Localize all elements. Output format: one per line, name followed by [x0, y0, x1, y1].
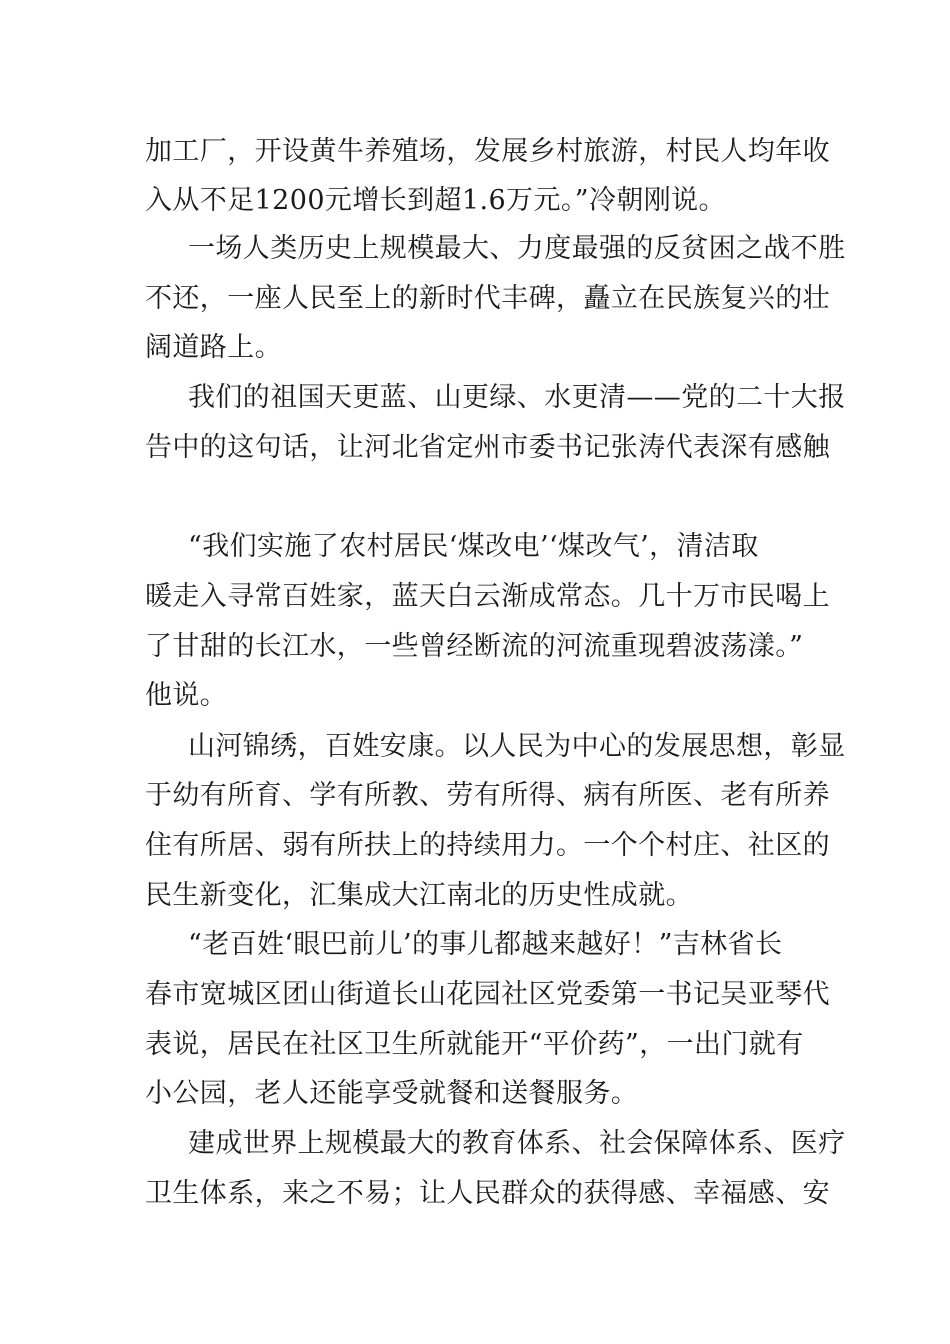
text-line-11: 他说。: [145, 680, 228, 711]
text-line-6: 我们的祖国天更蓝、山更绿、水更清——党的二十大报: [188, 382, 846, 413]
text-line-20: 建成世界上规模最大的教育体系、社会保障体系、医疗: [188, 1128, 846, 1159]
text-line-5: 阔道路上。: [145, 332, 282, 363]
text-line-13: 于幼有所育、学有所教、劳有所得、病有所医、老有所养: [145, 780, 830, 811]
text-line-21: 卫生体系，来之不易；让人民群众的获得感、幸福感、安: [145, 1178, 830, 1209]
text-line-7: 告中的这句话，让河北省定州市委书记张涛代表深有感触: [145, 432, 830, 463]
text-line-19: 小公园，老人还能享受就餐和送餐服务。: [145, 1078, 639, 1109]
text-line-10: 了甘甜的长江水，一些曾经断流的河流重现碧波荡漾。”: [145, 631, 804, 662]
text-line-17: 春市宽城区团山街道长山花园社区党委第一书记吴亚琴代: [145, 979, 830, 1010]
text-line-1: 加工厂，开设黄牛养殖场，发展乡村旅游，村民人均年收: [145, 136, 830, 167]
text-line-12: 山河锦绣，百姓安康。以人民为中心的发展思想，彰显: [188, 731, 846, 762]
text-line-2: 入从不足1200元增长到超1.6万元。”冷朝刚说。: [145, 185, 726, 216]
text-line-15: 民生新变化，汇集成大江南北的历史性成就。: [145, 880, 693, 911]
text-line-4: 不还，一座人民至上的新时代丰碑，矗立在民族复兴的壮: [145, 283, 830, 314]
text-line-18: 表说，居民在社区卫生所就能开“平价药”，一出门就有: [145, 1029, 804, 1060]
text-line-14: 住有所居、弱有所扶上的持续用力。一个个村庄、社区的: [145, 830, 830, 861]
text-line-8: “我们实施了农村居民‘煤改电’‘煤改气’，清洁取: [188, 531, 759, 562]
text-line-16: “老百姓‘眼巴前儿’的事儿都越来越好！”吉林省长: [188, 929, 783, 960]
text-line-3: 一场人类历史上规模最大、力度最强的反贫困之战不胜: [188, 233, 846, 264]
text-line-9: 暖走入寻常百姓家，蓝天白云渐成常态。几十万市民喝上: [145, 581, 830, 612]
